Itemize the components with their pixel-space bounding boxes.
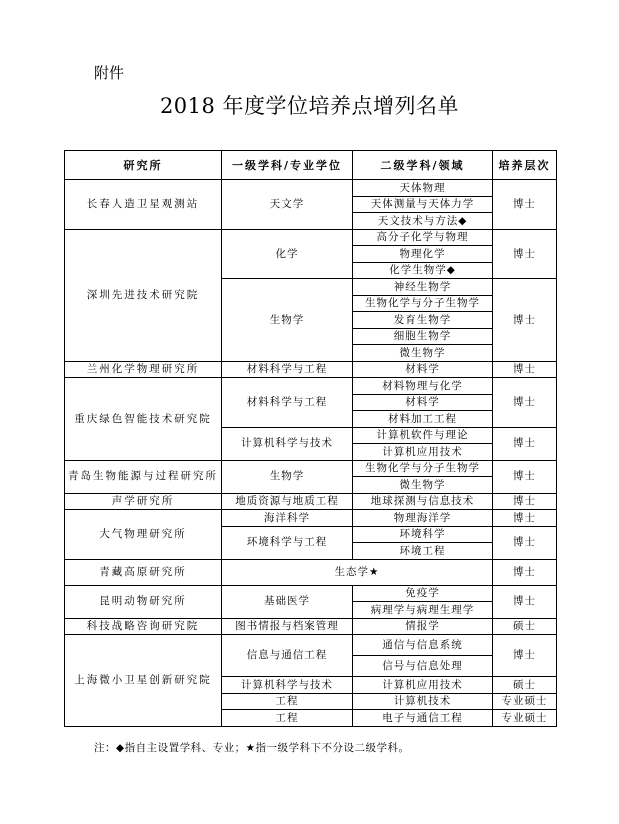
table-row xyxy=(65,493,557,510)
level-cell: 博士 xyxy=(493,361,557,378)
discipline-cell: 生物学 xyxy=(222,279,353,362)
table-row xyxy=(65,559,557,585)
subdiscipline-cell: 电子与通信工程 xyxy=(353,710,493,727)
level-cell: 博士 xyxy=(493,493,557,510)
institute-cell: 长春人造卫星观测站 xyxy=(65,180,222,230)
discipline-cell: 计算机科学与技术 xyxy=(222,427,353,460)
subdiscipline-cell: 通信与信息系统 xyxy=(353,635,493,656)
header-discipline: 一级学科/专业学位 xyxy=(222,151,353,180)
institute-cell: 深圳先进技术研究院 xyxy=(65,229,222,361)
level-cell: 博士 xyxy=(493,460,557,493)
discipline-cell: 环境科学与工程 xyxy=(222,526,353,559)
subdiscipline-cell: 计算机应用技术 xyxy=(353,677,493,694)
discipline-cell: 生态学★ xyxy=(222,559,493,585)
subdiscipline-cell: 生物化学与分子生物学 xyxy=(353,460,493,477)
subdiscipline-cell: 生物化学与分子生物学 xyxy=(353,295,493,312)
subdiscipline-cell: 神经生物学 xyxy=(353,279,493,296)
subdiscipline-cell: 细胞生物学 xyxy=(353,328,493,345)
table-row xyxy=(65,460,557,477)
level-cell: 博士 xyxy=(493,279,557,362)
subdiscipline-cell: 情报学 xyxy=(353,618,493,635)
header-level: 培养层次 xyxy=(493,151,557,180)
level-cell: 博士 xyxy=(493,378,557,428)
subdiscipline-cell: 微生物学 xyxy=(353,345,493,362)
table-row xyxy=(65,635,557,656)
discipline-cell: 生物学 xyxy=(222,460,353,493)
subdiscipline-cell: 计算机技术 xyxy=(353,693,493,710)
level-cell: 博士 xyxy=(493,427,557,460)
subdiscipline-cell: 微生物学 xyxy=(353,477,493,494)
subdiscipline-cell: 地球探测与信息技术 xyxy=(353,493,493,510)
subdiscipline-cell: 环境科学 xyxy=(353,526,493,543)
institute-cell: 青藏高原研究所 xyxy=(65,559,222,585)
subdiscipline-cell: 化学生物学◆ xyxy=(353,262,493,279)
level-cell: 博士 xyxy=(493,585,557,618)
level-cell: 硕士 xyxy=(493,677,557,694)
discipline-cell: 材料科学与工程 xyxy=(222,378,353,428)
subdiscipline-cell: 计算机应用技术 xyxy=(353,444,493,461)
subdiscipline-cell: 材料加工工程 xyxy=(353,411,493,428)
subdiscipline-cell: 计算机软件与理论 xyxy=(353,427,493,444)
table-row xyxy=(65,361,557,378)
header-institute: 研究所 xyxy=(65,151,222,180)
subdiscipline-cell: 材料学 xyxy=(353,394,493,411)
subdiscipline-cell: 病理学与病理生理学 xyxy=(353,602,493,619)
institute-cell: 昆明动物研究所 xyxy=(65,585,222,618)
institute-cell: 科技战略咨询研究院 xyxy=(65,618,222,635)
level-cell: 博士 xyxy=(493,526,557,559)
subdiscipline-cell: 高分子化学与物理 xyxy=(353,229,493,246)
subdiscipline-cell: 物理海洋学 xyxy=(353,510,493,527)
level-cell: 博士 xyxy=(493,229,557,279)
institute-cell: 青岛生物能源与过程研究所 xyxy=(65,460,222,493)
document-title: 2018 年度学位培养点增列名单 xyxy=(159,94,460,118)
subdiscipline-cell: 材料物理与化学 xyxy=(353,378,493,395)
discipline-cell: 天文学 xyxy=(222,180,353,230)
table-row xyxy=(65,229,557,246)
level-cell: 博士 xyxy=(493,559,557,585)
table-row xyxy=(65,510,557,527)
discipline-cell: 工程 xyxy=(222,710,353,727)
level-cell: 硕士 xyxy=(493,618,557,635)
subdiscipline-cell: 天文技术与方法◆ xyxy=(353,213,493,230)
table-row xyxy=(65,618,557,635)
attachment-label: 附件 xyxy=(94,64,125,82)
level-cell: 专业硕士 xyxy=(493,710,557,727)
level-cell: 专业硕士 xyxy=(493,693,557,710)
header-subdiscipline: 二级学科/领域 xyxy=(353,151,493,180)
discipline-cell: 地质资源与地质工程 xyxy=(222,493,353,510)
discipline-cell: 材料科学与工程 xyxy=(222,361,353,378)
header-row xyxy=(65,151,557,180)
discipline-cell: 图书情报与档案管理 xyxy=(222,618,353,635)
subdiscipline-cell: 材料学 xyxy=(353,361,493,378)
institute-cell: 兰州化学物理研究所 xyxy=(65,361,222,378)
level-cell: 博士 xyxy=(493,635,557,677)
subdiscipline-cell: 信号与信息处理 xyxy=(353,656,493,677)
subdiscipline-cell: 物理化学 xyxy=(353,246,493,263)
discipline-cell: 基础医学 xyxy=(222,585,353,618)
institute-cell: 重庆绿色智能技术研究院 xyxy=(65,378,222,461)
level-cell: 博士 xyxy=(493,180,557,230)
level-cell: 博士 xyxy=(493,510,557,527)
discipline-cell: 计算机科学与技术 xyxy=(222,677,353,694)
subdiscipline-cell: 天体物理 xyxy=(353,180,493,197)
program-table xyxy=(64,150,557,727)
table-row xyxy=(65,180,557,197)
discipline-cell: 化学 xyxy=(222,229,353,279)
institute-cell: 声学研究所 xyxy=(65,493,222,510)
table-row xyxy=(65,378,557,395)
institute-cell: 大气物理研究所 xyxy=(65,510,222,560)
subdiscipline-cell: 天体测量与天体力学 xyxy=(353,196,493,213)
discipline-cell: 工程 xyxy=(222,693,353,710)
subdiscipline-cell: 免疫学 xyxy=(353,585,493,602)
discipline-cell: 海洋科学 xyxy=(222,510,353,527)
table-row xyxy=(65,585,557,602)
institute-cell: 上海微小卫星创新研究院 xyxy=(65,635,222,727)
discipline-cell: 信息与通信工程 xyxy=(222,635,353,677)
subdiscipline-cell: 发育生物学 xyxy=(353,312,493,329)
subdiscipline-cell: 环境工程 xyxy=(353,543,493,560)
footnote: 注：◆指自主设置学科、专业；★指一级学科下不分设二级学科。 xyxy=(94,742,410,754)
